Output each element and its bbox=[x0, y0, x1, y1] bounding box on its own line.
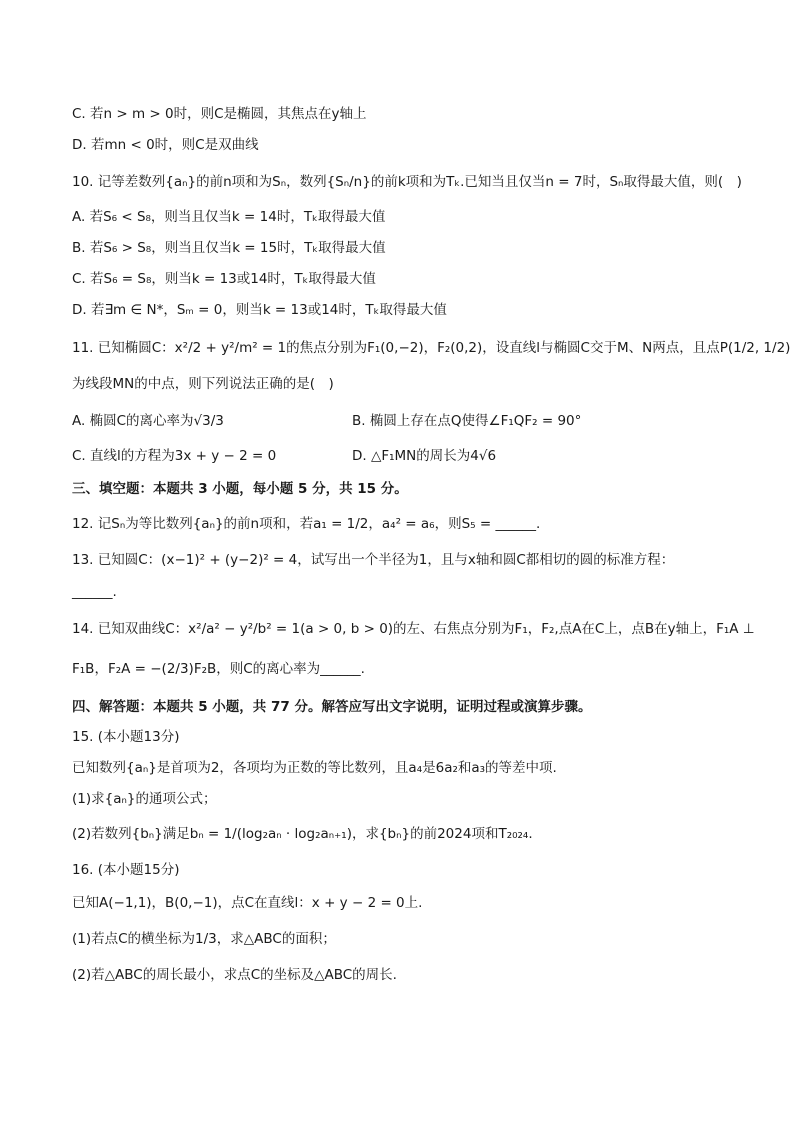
q10-option-b: B. 若S₆ > S₈，则当且仅当k = 15时，Tₖ取得最大值 bbox=[72, 240, 386, 256]
q10-stem: 10. 记等差数列{aₙ}的前n项和为Sₙ，数列{Sₙ/n}的前k项和为Tₖ.已知当且仅当n = 7时，Sₙ取得最大值，则( ) bbox=[72, 174, 742, 190]
q15-part2: (2)若数列{bₙ}满足bₙ = 1/(log₂aₙ · log₂aₙ₊₁)，求{bₙ}的前2024项和T₂₀₂₄. bbox=[72, 826, 533, 842]
q11-stem-line2: 为线段MN的中点，则下列说法正确的是( ) bbox=[72, 376, 334, 392]
q15-heading: 15. (本小题13分) bbox=[72, 729, 180, 745]
q16-stem: 已知A(−1,1)，B(0,−1)，点C在直线l：x + y − 2 = 0上. bbox=[72, 895, 423, 911]
q16-part1: (1)若点C的横坐标为1/3，求△ABC的面积； bbox=[72, 931, 336, 947]
section-4-heading: 四、解答题：本题共 5 小题，共 77 分。解答应写出文字说明，证明过程或演算步骤。 bbox=[72, 699, 592, 715]
q11-option-c: C. 直线l的方程为3x + y − 2 = 0 bbox=[72, 448, 277, 464]
q9-option-c: C. 若n > m > 0时，则C是椭圆，其焦点在y轴上 bbox=[72, 106, 367, 122]
q12-text: 12. 记Sₙ为等比数列{aₙ}的前n项和，若a₁ = 1/2，a₄² = a₆，则S₅ = ______. bbox=[72, 516, 541, 532]
q11-option-a: A. 椭圆C的离心率为√3/3 bbox=[72, 413, 224, 429]
q10-option-a: A. 若S₆ < S₈，则当且仅当k = 14时，Tₖ取得最大值 bbox=[72, 209, 386, 225]
q13-line1: 13. 已知圆C：(x−1)² + (y−2)² = 4，试写出一个半径为1，且与x轴和圆C都相切的圆的标准方程： bbox=[72, 552, 675, 568]
q10-option-c: C. 若S₆ = S₈，则当k = 13或14时，Tₖ取得最大值 bbox=[72, 271, 376, 287]
section-3-heading: 三、填空题：本题共 3 小题，每小题 5 分，共 15 分。 bbox=[72, 481, 408, 497]
q14-line2: F₁B，F₂A = −(2/3)F₂B，则C的离心率为______. bbox=[72, 661, 365, 677]
q11-option-d: D. △F₁MN的周长为4√6 bbox=[352, 448, 497, 464]
q13-line2: ______. bbox=[72, 584, 117, 600]
q16-heading: 16. (本小题15分) bbox=[72, 862, 180, 878]
q16-part2: (2)若△ABC的周长最小，求点C的坐标及△ABC的周长. bbox=[72, 967, 397, 983]
q11-stem-line1: 11. 已知椭圆C：x²/2 + y²/m² = 1的焦点分别为F₁(0,−2)，F₂(0,2)，设直线l与椭圆C交于M、N两点，且点P(1/2, 1/2) bbox=[72, 340, 791, 356]
q11-option-b: B. 椭圆上存在点Q使得∠F₁QF₂ = 90° bbox=[352, 413, 582, 429]
q15-part1: (1)求{aₙ}的通项公式； bbox=[72, 791, 217, 807]
q15-stem: 已知数列{aₙ}是首项为2，各项均为正数的等比数列，且a₄是6a₂和a₃的等差中项. bbox=[72, 760, 557, 776]
q10-option-d: D. 若∃m ∈ N*，Sₘ = 0，则当k = 13或14时，Tₖ取得最大值 bbox=[72, 302, 447, 318]
q14-line1: 14. 已知双曲线C：x²/a² − y²/b² = 1(a > 0, b > 0)的左、右焦点分别为F₁，F₂,点A在C上，点B在y轴上，F₁A ⊥ bbox=[72, 621, 755, 637]
q9-option-d: D. 若mn < 0时，则C是双曲线 bbox=[72, 137, 259, 153]
